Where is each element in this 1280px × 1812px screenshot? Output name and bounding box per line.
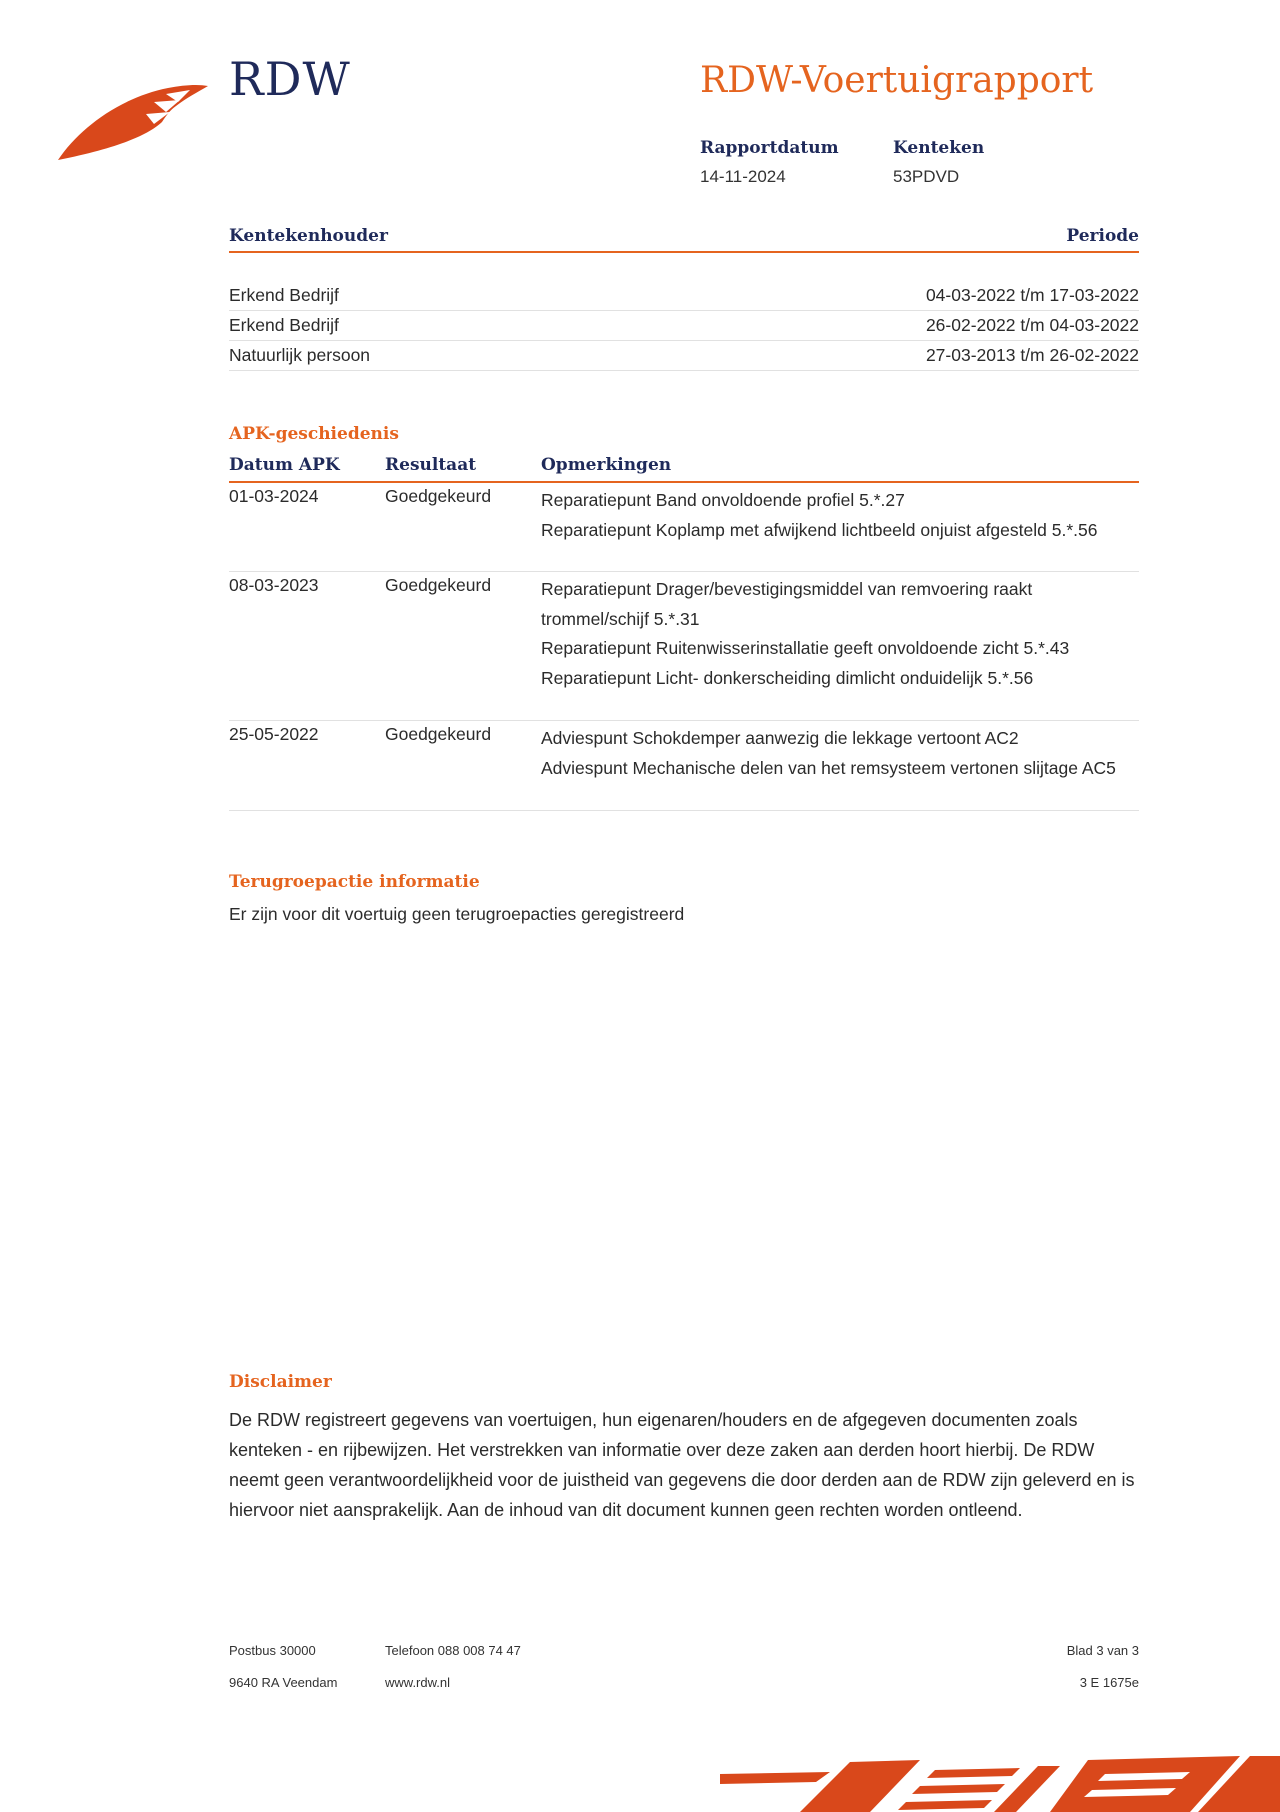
apk-row <box>229 484 1139 572</box>
plate-value: 53PDVD <box>893 167 960 186</box>
period-column-header: Periode <box>1066 226 1139 246</box>
disclaimer-text: De RDW registreert gegevens van voertuigen, hun eigenaren/houders en de afgegeven documenten zoals kenteken - en rijbewijzen. Het verstrekken van informatie over deze zaken aan derden hoort hierbij. De RDW neemt geen verantwoordelijkheid voor de juistheid van gegevens die door derden aan de RDW zijn geleverd en is hiervoor niet aansprakelijk. Aan de inhoud van dit document kunnen geen rechten worden ontleend. <box>229 1410 1135 1520</box>
holder-column-header: Kentekenhouder <box>229 226 388 246</box>
footer-page-number: Blad 3 van 3 <box>1066 1643 1139 1658</box>
apk-remarks <box>541 575 1131 693</box>
holder-row <box>229 311 1139 341</box>
holder-name: Erkend Bedrijf <box>229 285 339 305</box>
apk-remark: Reparatiepunt Ruitenwisserinstallatie geeft onvoldoende zicht 5.*.43 <box>541 638 1070 658</box>
brand-name: RDW <box>229 52 351 106</box>
apk-result: Goedgekeurd <box>385 486 492 506</box>
apk-result: Goedgekeurd <box>385 575 492 595</box>
footer-website: www.rdw.nl <box>385 1675 451 1690</box>
apk-remark: Reparatiepunt Koplamp met afwijkend lichtbeeld onjuist afgesteld 5.*.56 <box>541 519 1098 540</box>
footer-po-box: Postbus 30000 <box>229 1643 316 1658</box>
apk-header-divider <box>229 481 1139 483</box>
row-divider <box>229 810 1139 811</box>
holder-name: Erkend Bedrijf <box>229 315 339 335</box>
apk-remarks <box>541 486 1131 545</box>
apk-remark: Reparatiepunt Drager/bevestigingsmiddel van remvoering raakt trommel/schijf 5.*.31 <box>541 579 1033 629</box>
row-divider <box>229 571 1139 572</box>
holder-row <box>229 341 1139 371</box>
apk-row <box>229 722 1139 811</box>
apk-date: 01-03-2024 <box>229 486 319 506</box>
apk-remark: Adviespunt Schokdemper aanwezig die lekkage vertoont AC2 <box>541 728 1019 748</box>
holder-name: Natuurlijk persoon <box>229 345 371 365</box>
apk-row <box>229 573 1139 721</box>
apk-section-title: APK-geschiedenis <box>229 424 399 444</box>
apk-result-column-header: Resultaat <box>385 455 477 475</box>
report-date-label: Rapportdatum <box>700 138 839 158</box>
apk-remarks <box>541 724 1131 783</box>
holder-period: 27-03-2013 t/m 26-02-2022 <box>925 345 1139 365</box>
recall-text: Er zijn voor dit voertuig geen terugroepacties geregistreerd <box>229 904 685 924</box>
row-divider <box>229 720 1139 721</box>
footer-phone: Telefoon 088 008 74 47 <box>385 1643 521 1658</box>
holder-period: 04-03-2022 t/m 17-03-2022 <box>925 285 1139 305</box>
road-stripes-icon <box>720 1752 1280 1812</box>
apk-remark: Adviespunt Mechanische delen van het remsysteem vertonen slijtage AC5 <box>541 757 1116 778</box>
apk-date: 08-03-2023 <box>229 575 319 595</box>
report-date-value: 14-11-2024 <box>700 167 786 186</box>
disclaimer-title: Disclaimer <box>229 1372 332 1392</box>
apk-remarks-column-header: Opmerkingen <box>541 455 672 475</box>
apk-remark: Reparatiepunt Licht- donkerscheiding dimlicht onduidelijk 5.*.56 <box>541 667 1034 688</box>
apk-date: 25-05-2022 <box>229 724 319 744</box>
apk-result: Goedgekeurd <box>385 724 492 744</box>
apk-date-column-header: Datum APK <box>229 455 340 475</box>
plate-label: Kenteken <box>893 138 985 158</box>
footer-document-code: 3 E 1675e <box>1079 1675 1139 1690</box>
holder-row <box>229 281 1139 311</box>
holder-period: 26-02-2022 t/m 04-03-2022 <box>925 315 1139 335</box>
footer-city: 9640 RA Veendam <box>229 1675 338 1690</box>
recall-section-title: Terugroepactie informatie <box>229 872 480 892</box>
row-divider <box>229 370 1139 371</box>
apk-remark: Reparatiepunt Band onvoldoende profiel 5.*.27 <box>541 490 905 510</box>
rdw-logo-icon <box>58 80 208 162</box>
holder-header-divider <box>229 251 1139 253</box>
document-title: RDW-Voertuigrapport <box>700 60 1094 101</box>
